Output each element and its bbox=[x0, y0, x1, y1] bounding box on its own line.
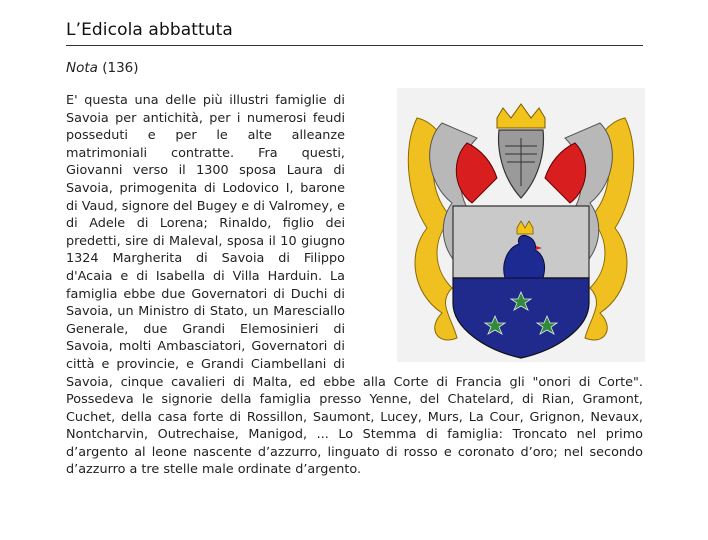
article-body bbox=[66, 92, 643, 479]
coat-of-arms-frame bbox=[397, 88, 645, 362]
coat-of-arms-figure bbox=[395, 88, 647, 366]
coat-of-arms-image bbox=[397, 88, 645, 362]
note-label: Nota bbox=[66, 60, 98, 76]
title-divider bbox=[66, 45, 643, 46]
article-text: E' questa una delle più illustri famiglie di Savoia per antichità, per i numerosi feudi posseduti e per le alte alleanze matrimoniali contratte. Fra questi, Giovanni verso il 1300 sposa Laura di Savoia, primogenita di Lodovico I, barone di Vaud, signore del Bugey e di Valromey, e di Adele di Lorena; Rinaldo, figlio dei predetti, sire di Maleval, sposa il 10 giugno 1324 Margherita di Savoia di Filippo d'Acaia e di Isabella di Villa Harduin. La famiglia ebbe due Governatori di Duchi di Savoia, un Ministro di Stato, un Maresciallo Generale, due Grandi Elemosinieri di Savoia, molti Ambasciatori, Governatori di città e provincie, e Grandi Ciambellani di Savoia, cinque cavalieri di Malta, ed ebbe alla Corte di Francia gli "onori di Corte". Possedeva le signorie della famiglia presso Yenne, del Chatelard, di Rian, Gramont, Cuchet, della casa forte di Rossillon, Saumont, Lucey, Murs, La Cour, Grignon, Nevaux, Nontcharvin, Outrechaise, Manigod, ... Lo Stemma di famiglia: Troncato nel primo d’argento al leone nascente d’azzurro, linguato di rosso e coronato d’oro; nel secondo d’azzurro a tre stelle male ordinate d’argento. bbox=[66, 93, 643, 478]
note-reference bbox=[66, 60, 139, 76]
note-number: (136) bbox=[102, 60, 139, 76]
page-title: L’Edicola abbattuta bbox=[66, 20, 233, 40]
helmet-crown bbox=[497, 104, 545, 128]
shield-azure-base bbox=[453, 278, 589, 358]
